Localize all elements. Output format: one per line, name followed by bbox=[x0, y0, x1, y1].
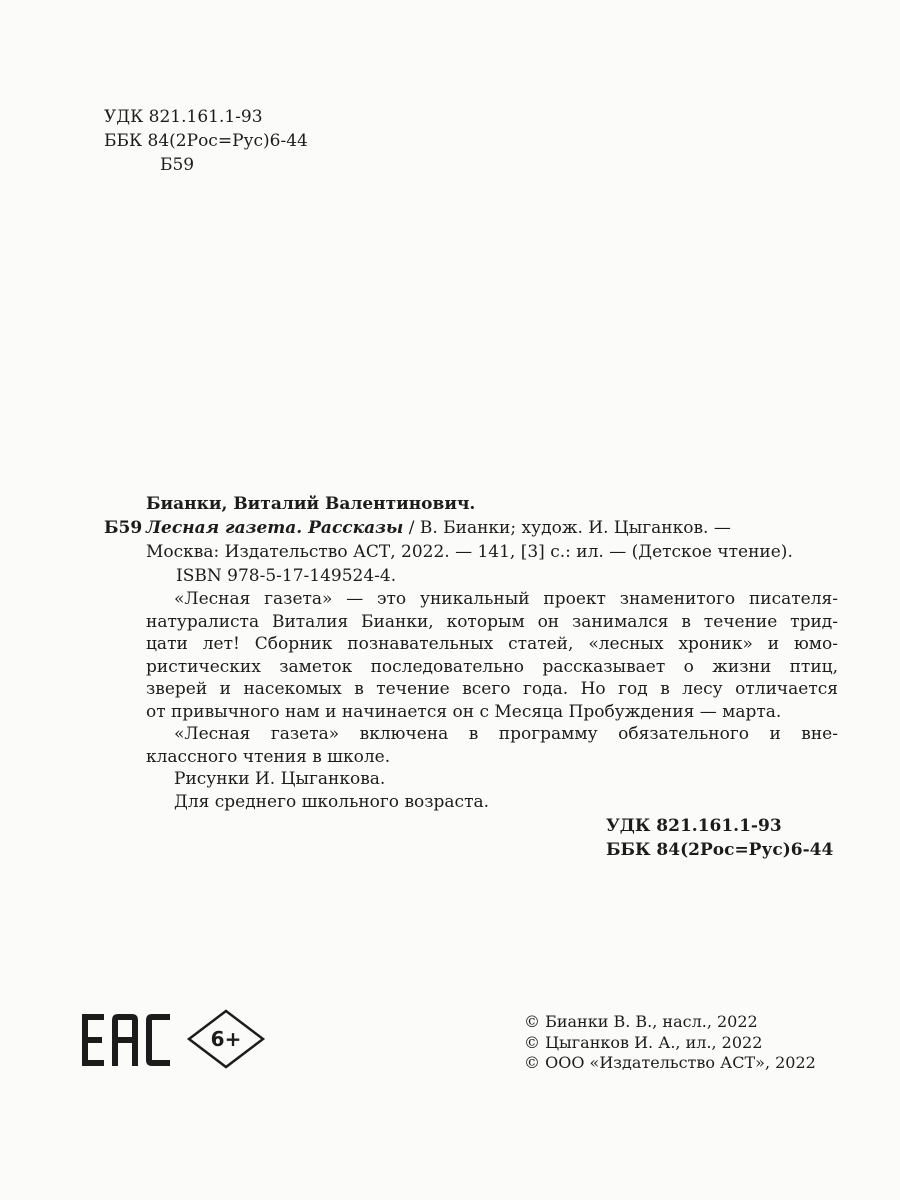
annotation-line: классного чтения в школе. bbox=[146, 746, 391, 767]
annotation-line: от привычного нам и начинается он с Месяца Пробуждения — марта. bbox=[146, 701, 782, 722]
catalog-author-mark: Б59 bbox=[104, 518, 143, 538]
copyright-line: © Цыганков И. А., ил., 2022 bbox=[524, 1032, 763, 1052]
udk-code: УДК 821.161.1-93 bbox=[606, 816, 782, 836]
illustrator-note: Рисунки И. Цыганкова. bbox=[174, 769, 386, 789]
catalog-imprint: Москва: Издательство АСТ, 2022. — 141, [3] с.: ил. — (Детское чтение). bbox=[146, 542, 793, 562]
catalog-entry bbox=[146, 516, 836, 564]
age-rating-label: 6+ bbox=[210, 1027, 242, 1051]
udk-code: УДК 821.161.1-93 bbox=[104, 107, 263, 127]
age-note: Для среднего школьного возраста. bbox=[174, 791, 490, 812]
annotation-line: цати лет! Сборник познавательных статей, «лесных хроник» и юмо- bbox=[146, 634, 838, 654]
catalog-author: Бианки, Виталий Валентинович. bbox=[146, 494, 476, 514]
author-mark: Б59 bbox=[160, 155, 195, 175]
catalog-title: Лесная газета. Рассказы bbox=[146, 518, 404, 538]
annotation-line: зверей и насекомых в течение всего года. Но год в лесу отличается bbox=[146, 679, 838, 699]
bbk-code: ББК 84(2Рос=Рус)6-44 bbox=[606, 840, 834, 860]
annotation-line: натуралиста Виталия Бианки, которым он занимался в течение трид- bbox=[146, 611, 838, 632]
annotation-line: «Лесная газета» включена в программу обязательного и вне- bbox=[174, 724, 838, 744]
isbn: ISBN 978-5-17-149524-4. bbox=[176, 566, 397, 586]
annotation-line: «Лесная газета» — это уникальный проект знаменитого писателя- bbox=[174, 589, 838, 609]
copyright-block bbox=[524, 1012, 816, 1074]
top-classification-codes bbox=[104, 105, 308, 177]
annotation bbox=[146, 588, 838, 813]
bbk-code: ББК 84(2Рос=Рус)6-44 bbox=[104, 131, 308, 151]
age-rating-badge bbox=[186, 1008, 266, 1070]
copyright-line: © ООО «Издательство АСТ», 2022 bbox=[524, 1053, 816, 1072]
eac-mark-icon bbox=[80, 1012, 172, 1068]
annotation-line: ристических заметок последовательно рассказывает о жизни птиц, bbox=[146, 656, 838, 677]
bottom-classification-codes bbox=[606, 814, 833, 862]
copyright-line: © Бианки В. В., насл., 2022 bbox=[524, 1012, 758, 1031]
catalog-responsibility: / В. Бианки; худож. И. Цыганков. — bbox=[403, 518, 731, 538]
